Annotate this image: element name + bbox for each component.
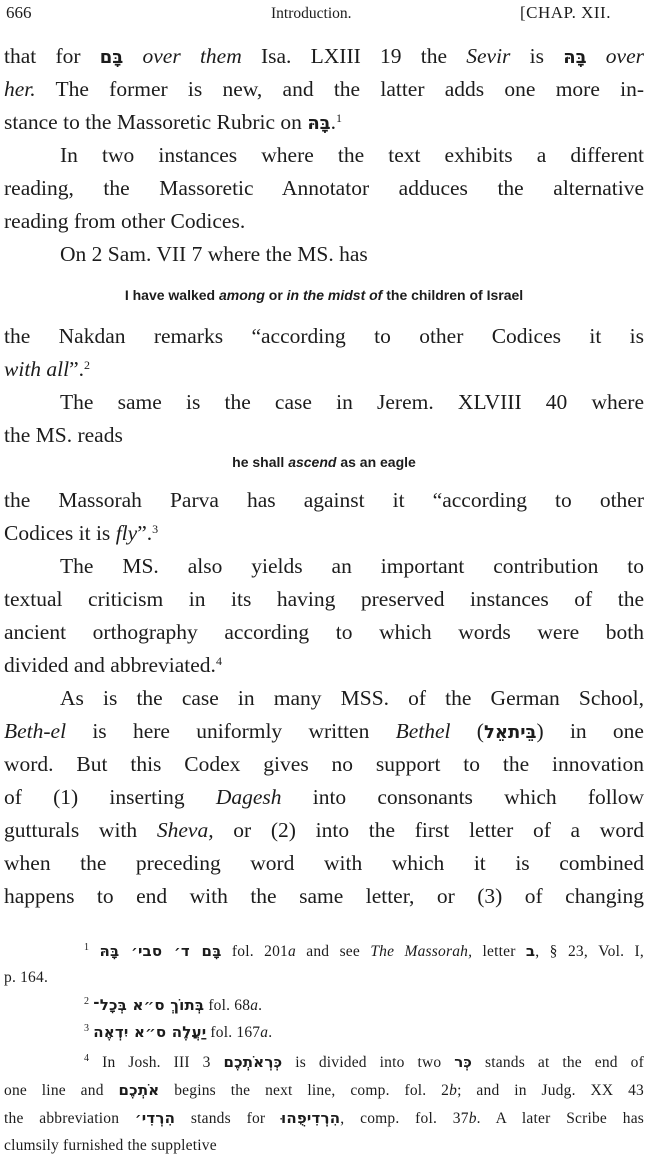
text-line: The same is the case in Jerem. XLVIII 40 where <box>60 390 644 414</box>
text-line: As is the case in many MSS. of the German School, <box>60 686 644 710</box>
footnote-1: $^1$ בָּם ד׳ סבי׳ בָּהּ fol. 201a and see The Massorah, letter ב, § 23, Vol. I, <box>84 942 644 960</box>
footnote-line: the abbreviation הִרְדִי׳ stands for הִרְדִיפֻהוּ, comp. fol. 37b. A later Scribe has <box>4 1109 645 1127</box>
text-line: stance to the Massoretic Rubric on בָּהּ.$^1$ <box>4 110 343 134</box>
text-line: that for בָּם over them Isa. LXIII 19 the Sevir is בָּהּ over <box>4 44 644 68</box>
running-title: Introduction. <box>271 5 352 22</box>
chapter-label: [CHAP. XII. <box>520 3 611 22</box>
text-line: her. The former is new, and the latter adds one more in- <box>4 77 644 101</box>
text-line: with all”.$^2$ <box>4 357 91 381</box>
footnote-ref: 3 <box>152 522 159 536</box>
footnote-ref: 2 <box>84 358 91 372</box>
footnote-2: $^2$ בְּתוֹךְ ס״א בְּכָל־ fol. 68a. <box>84 996 263 1014</box>
footnote-line: one line and אֹתְכֶם begins the next line, comp. fol. 2b; and in Judg. XX 43 <box>4 1081 644 1099</box>
footnote-4: $^4$ In Josh. III 3 כְּרְאֹתְכֶם is divided into two כְּר stands at the end of <box>84 1053 644 1071</box>
text-line: gutturals with Sheva, or (2) into the first letter of a word <box>4 818 644 842</box>
footnote-ref: 1 <box>336 111 343 125</box>
footnote-line: clumsily furnished the suppletive <box>4 1137 217 1154</box>
text-line: In two instances where the text exhibits a different <box>60 143 644 167</box>
text-line: happens to end with the same letter, or (3) of changing <box>4 884 644 908</box>
text-line: textual criticism in its having preserved instances of the <box>4 587 644 611</box>
footnote-3: $^3$ יַעֲלֶה ס״א יִדְאֶה fol. 167a. <box>84 1023 273 1041</box>
text-line: On 2 Sam. VII 7 where the MS. has <box>60 242 368 266</box>
text-line: The MS. also yields an important contribution to <box>60 554 644 578</box>
text-line: word. But this Codex gives no support to the innovation <box>4 752 644 776</box>
text-line: divided and abbreviated.$^4$ <box>4 653 222 677</box>
text-line: when the preceding word with which it is combined <box>4 851 644 875</box>
text-line: Codices it is fly”.$^3$ <box>4 521 159 545</box>
text-line: the Nakdan remarks “according to other Codices it is <box>4 324 644 348</box>
text-line: the MS. reads <box>4 423 123 447</box>
running-header <box>0 3 647 29</box>
footnote-line: p. 164. <box>4 969 49 986</box>
text-line: reading, the Massoretic Annotator adduces the alternative <box>4 176 644 200</box>
text-line: reading from other Codices. <box>4 209 246 233</box>
page-number: 666 <box>6 3 32 22</box>
text-line: the Massorah Parva has against it “according to other <box>4 488 644 512</box>
text-line: of (1) inserting Dagesh into consonants which follow <box>4 785 644 809</box>
quoted-reading: he shall ascend as an eagle <box>232 454 416 470</box>
quoted-reading: I have walked among or in the midst of the children of Israel <box>124 287 524 303</box>
footnote-ref: 4 <box>215 654 222 668</box>
text-line: Beth-el is here uniformly written Bethel (בֵּיתאֵל) in one <box>4 719 644 743</box>
text-line: ancient orthography according to which words were both <box>4 620 644 644</box>
